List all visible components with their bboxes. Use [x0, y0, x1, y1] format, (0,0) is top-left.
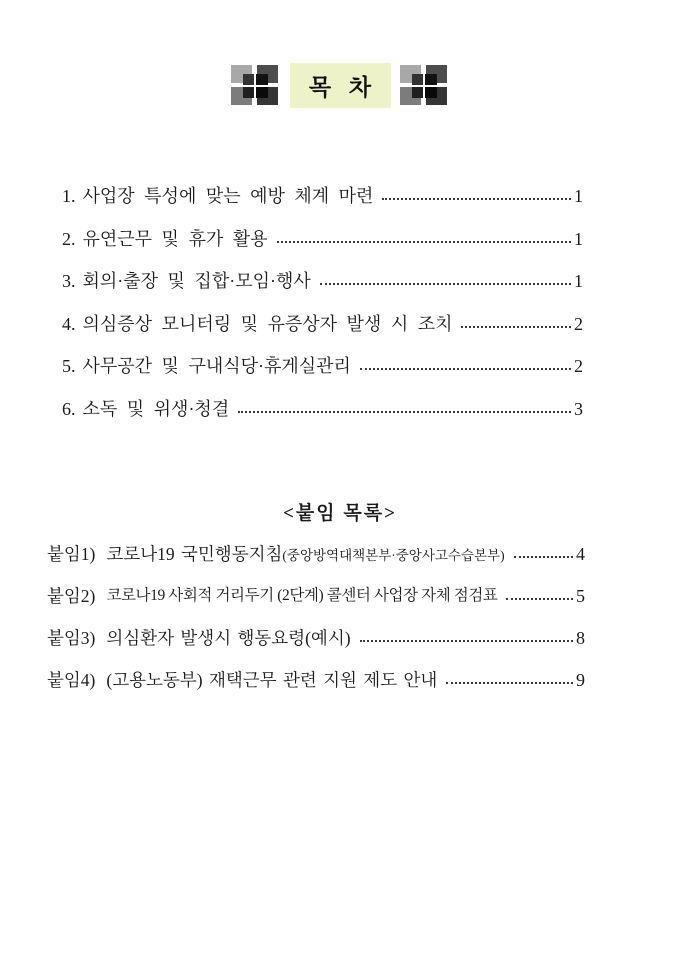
- page-number: 9: [576, 669, 585, 690]
- toc-item-number: 2.: [62, 228, 76, 249]
- toc-item-number: 1.: [62, 186, 76, 206]
- attachment-number: 붙임4): [47, 669, 96, 690]
- dotted-leader: [320, 283, 571, 285]
- dotted-leader: [360, 640, 573, 642]
- toc-header: [0, 0, 680, 108]
- attachments-list: [47, 544, 585, 690]
- checker-squares-icon: [400, 65, 450, 106]
- attachment-number: 붙임2): [47, 585, 96, 606]
- toc-item-label: 사무공간 및 구내식당·휴게실관리: [82, 356, 351, 376]
- page-number: 1: [574, 228, 583, 249]
- toc-item: [62, 356, 583, 376]
- dotted-leader: [238, 411, 571, 413]
- page-number: 5: [576, 585, 585, 606]
- page-number: 8: [576, 627, 585, 648]
- attachment-label: 코로나19 사회적 거리두기 (2단계) 콜센터 사업장 자체 점검표: [106, 586, 498, 604]
- toc-list: [62, 186, 583, 419]
- toc-item: [62, 186, 583, 206]
- toc-item-number: 3.: [62, 271, 76, 291]
- page-number: 4: [576, 543, 585, 564]
- attachment-label: 코로나19 국민행동지침: [106, 543, 283, 564]
- dotted-leader: [277, 241, 572, 243]
- toc-item: [62, 399, 583, 419]
- attachment-sublabel: (중앙방역대책본부·중앙사고수습본부): [282, 547, 505, 563]
- page-title: 목 차: [290, 63, 391, 108]
- dotted-leader: [506, 598, 573, 600]
- page-number: 3: [574, 398, 583, 419]
- toc-item-label: 소독 및 위생·청결: [82, 398, 230, 419]
- page-number: 2: [574, 313, 583, 334]
- attachment-item: [47, 544, 585, 564]
- toc-item-label: 사업장 특성에 맞는 예방 체계 마련: [82, 186, 374, 206]
- attachment-item: [47, 670, 585, 690]
- attachment-label: 의심환자 발생시 행동요령(예시): [106, 627, 351, 648]
- dotted-leader: [360, 368, 571, 370]
- toc-item-number: 5.: [62, 356, 76, 376]
- toc-item-label: 유연근무 및 휴가 활용: [82, 228, 268, 249]
- dotted-leader: [461, 326, 571, 328]
- attachments-heading: <붙임 목록>: [283, 502, 397, 524]
- toc-item-number: 6.: [62, 398, 76, 419]
- attachment-number: 붙임1): [47, 543, 96, 564]
- toc-item-label: 의심증상 모니터링 및 유증상자 발생 시 조치: [82, 313, 453, 334]
- dotted-leader: [446, 682, 573, 684]
- attachment-item: [47, 586, 585, 606]
- page-number: 2: [574, 356, 583, 376]
- toc-item: [62, 314, 583, 334]
- attachment-label: (고용노동부) 재택근무 관련 지원 제도 안내: [106, 669, 438, 690]
- attachment-item: [47, 628, 585, 648]
- toc-item-label: 회의·출장 및 집합·모임·행사: [82, 271, 311, 291]
- dotted-leader: [514, 556, 573, 558]
- toc-item: [62, 271, 583, 291]
- attachment-number: 붙임3): [47, 627, 96, 648]
- page-number: 1: [574, 186, 583, 206]
- checker-squares-icon: [231, 65, 281, 106]
- dotted-leader: [382, 198, 571, 200]
- toc-item: [62, 229, 583, 249]
- toc-item-number: 4.: [62, 313, 76, 334]
- page-number: 1: [574, 271, 583, 291]
